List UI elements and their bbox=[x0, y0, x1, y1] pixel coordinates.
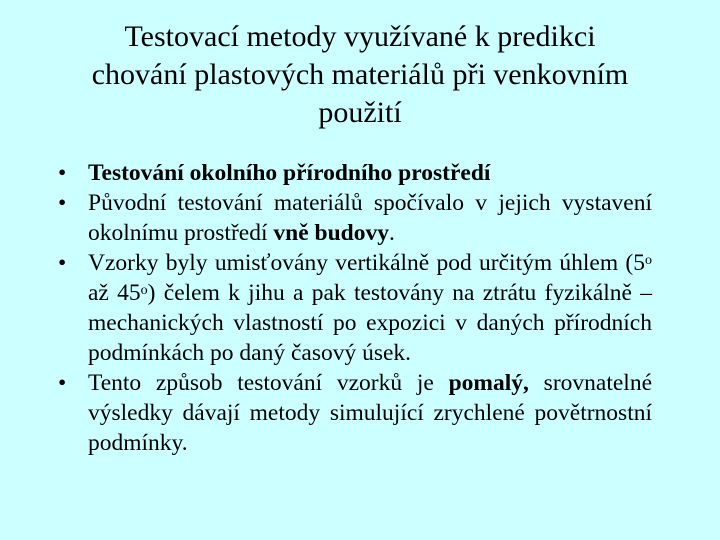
bullet-item-3 bbox=[58, 248, 652, 368]
bullet-dot-icon bbox=[58, 158, 78, 188]
bullet-item-1 bbox=[58, 158, 652, 188]
bullet-3-end: ) čelem k jihu a pak testovány na ztrátu fyzikálně – mechanických vlastností po expozici v daných přírodních podmínkách po daný časový úsek. bbox=[88, 280, 652, 366]
bullet-3-text: Vzorky byly umisťovány vertikálně pod určitým úhlem (5 bbox=[88, 250, 645, 276]
bullet-4-bold: pomalý, bbox=[448, 370, 529, 396]
bullet-list bbox=[58, 158, 652, 458]
bullet-dot-icon bbox=[58, 368, 78, 398]
degree-sup-2: o bbox=[140, 283, 148, 298]
title-line-3: použití bbox=[318, 96, 402, 129]
bullet-4-end: srovnatelné výsledky dávají metody simulující zrychlené povětrnostní podmínky. bbox=[88, 370, 652, 456]
title-line-2: chování plastových materiálů při venkovním bbox=[91, 58, 629, 91]
bullet-item-4 bbox=[58, 368, 652, 458]
bullet-dot-icon bbox=[58, 248, 78, 278]
degree-sup-1: o bbox=[645, 253, 652, 268]
bullet-2-bold: vně budovy bbox=[273, 220, 389, 246]
bullet-2-end: . bbox=[388, 220, 395, 246]
bullet-3-mid: až 45 bbox=[88, 280, 141, 306]
bullet-dot-icon bbox=[58, 188, 78, 218]
title-line-1: Testovací metody využívané k predikci bbox=[124, 20, 596, 53]
bullet-item-2 bbox=[58, 188, 652, 248]
bullet-2-text: Původní testování materiálů spočívalo v jejich vystavení okolnímu prostředí bbox=[88, 190, 652, 246]
bullet-1-bold: Testování okolního přírodního prostředí bbox=[88, 160, 491, 186]
bullet-4-text: Tento způsob testování vzorků je bbox=[88, 370, 449, 396]
slide-title bbox=[40, 18, 680, 132]
